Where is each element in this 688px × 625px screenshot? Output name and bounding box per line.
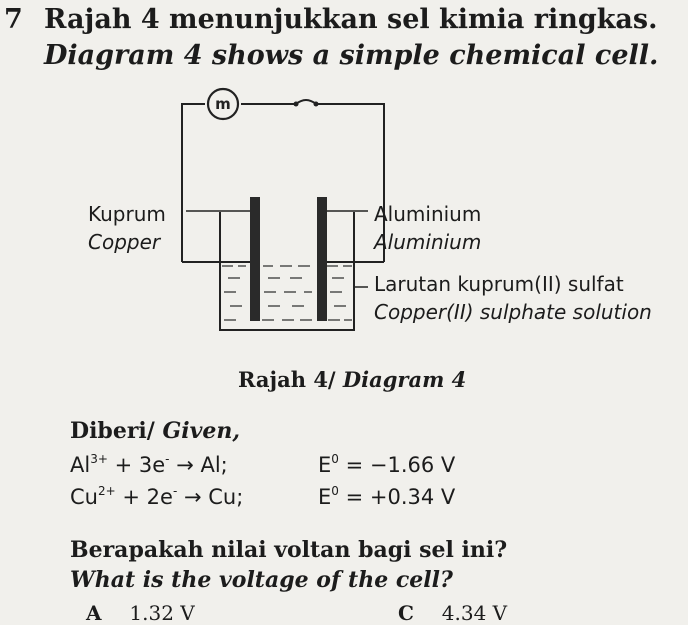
option-c-letter: C: [398, 601, 414, 625]
option-c[interactable]: [398, 601, 507, 625]
given-label: [70, 418, 240, 444]
solution-label-english: Copper(II) sulphate solution: [374, 300, 652, 324]
switch-contact-right: [314, 102, 319, 107]
solution-label-malay: Larutan kuprum(II) sulfat: [374, 272, 624, 296]
potential-aluminium: $E^0 = -1.66$ V: [318, 452, 456, 477]
caption-malay: Rajah 4/: [238, 367, 336, 392]
beaker: [220, 212, 354, 330]
given-label-english: Given,: [162, 418, 241, 444]
meter-icon: [208, 89, 238, 119]
chemical-cell-diagram: [0, 80, 688, 355]
meter-symbol: m: [215, 95, 231, 113]
option-c-value: 4.34 V: [441, 601, 508, 625]
option-a[interactable]: [86, 601, 195, 625]
switch-contact-left: [294, 102, 299, 107]
solution-surface: [222, 266, 352, 320]
prompt-malay: Berapakah nilai voltan bagi sel ini?: [70, 537, 508, 563]
question-number: 7: [4, 4, 23, 35]
aluminium-label-english: Aluminium: [374, 230, 482, 254]
potential-copper: $E^0 = +0.34$ V: [318, 484, 456, 509]
arrow-icon: →: [176, 453, 194, 477]
question-text-english: Diagram 4 shows a simple chemical cell.: [44, 40, 659, 71]
caption-english: Diagram 4: [342, 367, 467, 392]
half-equation-copper: $Cu^{2+} + 2e^- \to Cu$;: [70, 484, 244, 509]
half-equation-aluminium: $Al^{3+} + 3e^- \to Al$;: [70, 452, 228, 477]
given-label-malay: Diberi/: [70, 418, 155, 444]
prompt-english: What is the voltage of the cell?: [70, 567, 453, 593]
aluminium-electrode: [317, 197, 327, 321]
copper-electrode: [250, 197, 260, 321]
arrow-icon: →: [183, 485, 202, 509]
wire-left: [182, 104, 205, 262]
question-text-malay: Rajah 4 menunjukkan sel kimia ringkas.: [44, 4, 658, 35]
option-a-letter: A: [86, 601, 102, 625]
copper-label-english: Copper: [88, 230, 161, 254]
aluminium-label-malay: Aluminium: [374, 202, 482, 226]
wire-right: [241, 100, 384, 262]
diagram-caption: [238, 367, 466, 392]
copper-label-malay: Kuprum: [88, 202, 166, 226]
option-a-value: 1.32 V: [129, 601, 195, 625]
